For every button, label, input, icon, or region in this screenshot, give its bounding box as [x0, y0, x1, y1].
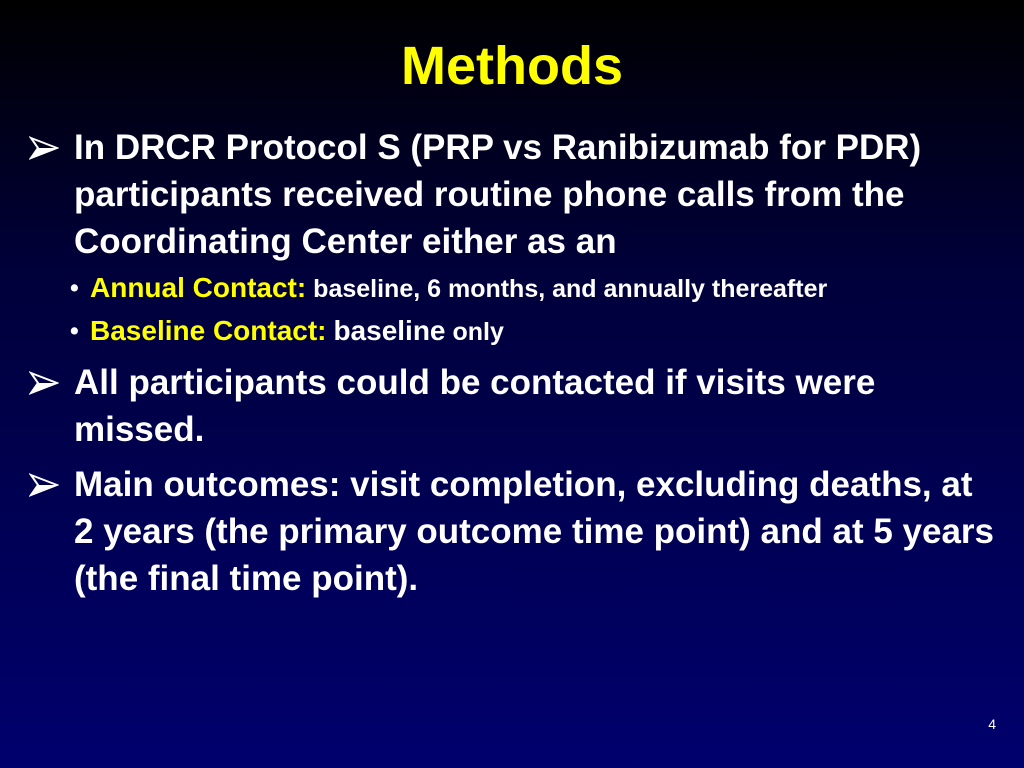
dot-bullet-icon: • — [70, 317, 79, 345]
dot-bullet-icon: • — [70, 274, 79, 302]
sub-bullet-annual — [26, 269, 900, 308]
arrow-bullet-icon — [29, 136, 59, 160]
page-number: 4 — [988, 716, 996, 732]
slide-title: Methods — [401, 36, 623, 96]
sub-bullet-highlight: Annual Contact: — [90, 272, 307, 303]
arrow-bullet-icon — [29, 371, 59, 395]
slide-content — [26, 124, 1001, 602]
bullet-item-contact — [26, 359, 1001, 453]
sub-bullet-text-small: only — [452, 318, 504, 346]
bullet-item-protocol — [26, 124, 1001, 265]
sub-bullet-baseline — [26, 312, 900, 351]
bullet-text: Main outcomes: visit completion, excluding deaths, at 2 years (the primary outcome time point) and at 5 years (the final time point). — [74, 465, 995, 598]
bullet-text: All participants could be contacted if visits were missed. — [74, 363, 876, 449]
sub-bullet-highlight: Baseline Contact: — [90, 315, 327, 346]
bullet-item-outcomes — [26, 461, 1001, 602]
sub-bullet-text: baseline, 6 months, and annually thereafter — [313, 275, 828, 303]
arrow-bullet-icon — [29, 473, 59, 497]
sub-bullet-text: baseline — [333, 315, 446, 346]
bullet-text: In DRCR Protocol S (PRP vs Ranibizumab for PDR) participants received routine phone calls from the Coordinating Center either as an — [74, 128, 922, 261]
